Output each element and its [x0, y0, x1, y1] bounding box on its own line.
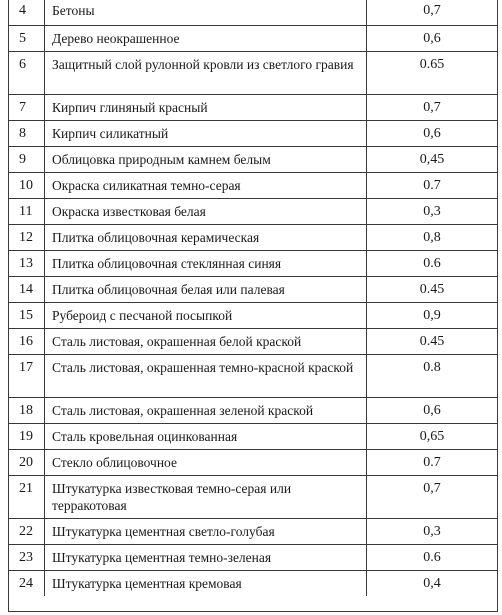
material-name: Штукатурка цементная кремовая — [45, 571, 367, 596]
material-name: Дерево неокрашенное — [45, 26, 367, 51]
row-number: 7 — [9, 95, 45, 120]
table-row — [9, 518, 497, 544]
coefficient-value: 0,7 — [423, 3, 441, 18]
table-row — [9, 544, 497, 570]
coefficient-value: 0,6 — [423, 403, 441, 418]
table-row — [9, 397, 497, 423]
row-number: 23 — [9, 545, 45, 570]
material-name: Сталь листовая, окрашенная темно-красной краской — [45, 355, 367, 397]
coefficient-value: 0,3 — [423, 204, 441, 219]
material-name: Защитный слой рулонной кровли из светлого гравия — [45, 52, 367, 94]
table-row — [9, 423, 497, 449]
coefficient-value: 0,9 — [423, 308, 441, 323]
material-name: Штукатурка цементная темно-зеленая — [45, 545, 367, 570]
coefficient-value: 0,7 — [423, 100, 441, 115]
material-name: Плитка облицовочная керамическая — [45, 225, 367, 250]
row-number: 19 — [9, 424, 45, 449]
row-number: 22 — [9, 519, 45, 544]
coefficient-value: 0,3 — [423, 524, 441, 539]
row-number: 17 — [9, 355, 45, 397]
table-row — [9, 0, 497, 25]
coefficient-value: 0.7 — [423, 178, 441, 193]
table-row — [9, 276, 497, 302]
coefficient-value: 0,7 — [423, 481, 441, 496]
coefficient-value: 0,6 — [423, 31, 441, 46]
table-row — [9, 25, 497, 51]
material-name: Рубероид с песчаной посыпкой — [45, 303, 367, 328]
row-number: 10 — [9, 173, 45, 198]
materials-table — [8, 0, 498, 612]
table-row — [9, 302, 497, 328]
material-name: Сталь кровельная оцинкованная — [45, 424, 367, 449]
row-number: 18 — [9, 398, 45, 423]
row-number: 15 — [9, 303, 45, 328]
coefficient-value: 0.45 — [419, 334, 445, 349]
row-number: 9 — [9, 147, 45, 172]
row-number: 8 — [9, 121, 45, 146]
table-row — [9, 354, 497, 397]
material-name: Плитка облицовочная стеклянная синяя — [45, 251, 367, 276]
row-number: 14 — [9, 277, 45, 302]
table-row — [9, 120, 497, 146]
table-row — [9, 328, 497, 354]
coefficient-value: 0.65 — [419, 57, 445, 72]
row-number: 12 — [9, 225, 45, 250]
table-row — [9, 570, 497, 596]
table-row — [9, 172, 497, 198]
material-name: Кирпич силикатный — [45, 121, 367, 146]
material-name: Штукатурка известковая темно-серая или терракотовая — [45, 476, 367, 518]
table-row — [9, 94, 497, 120]
row-number: 4 — [9, 0, 45, 25]
material-name: Окраска известковая белая — [45, 199, 367, 224]
row-number: 16 — [9, 329, 45, 354]
row-number: 21 — [9, 476, 45, 518]
table-row — [9, 475, 497, 518]
row-number: 13 — [9, 251, 45, 276]
material-name: Бетоны — [45, 0, 367, 25]
coefficient-value: 0.6 — [423, 550, 441, 565]
coefficient-value: 0,4 — [423, 576, 441, 591]
material-name: Плитка облицовочная белая или палевая — [45, 277, 367, 302]
table-row — [9, 224, 497, 250]
row-number: 24 — [9, 571, 45, 596]
coefficient-value: 0.7 — [423, 455, 441, 470]
coefficient-value: 0,65 — [419, 429, 445, 444]
table-row — [9, 146, 497, 172]
table-row — [9, 198, 497, 224]
coefficient-value: 0,8 — [423, 230, 441, 245]
coefficient-value: 0.8 — [423, 360, 441, 375]
material-name: Стекло облицовочное — [45, 450, 367, 475]
material-name: Окраска силикатная темно-серая — [45, 173, 367, 198]
coefficient-value: 0,6 — [423, 126, 441, 141]
table-row — [9, 449, 497, 475]
material-name: Сталь листовая, окрашенная белой краской — [45, 329, 367, 354]
row-number: 20 — [9, 450, 45, 475]
coefficient-value: 0.45 — [419, 282, 445, 297]
material-name: Облицовка природным камнем белым — [45, 147, 367, 172]
table-row — [9, 51, 497, 94]
coefficient-value: 0.6 — [423, 256, 441, 271]
material-name: Кирпич глиняный красный — [45, 95, 367, 120]
material-name: Сталь листовая, окрашенная зеленой краской — [45, 398, 367, 423]
row-number: 6 — [9, 52, 45, 94]
row-number: 5 — [9, 26, 45, 51]
table-row — [9, 250, 497, 276]
material-name: Штукатурка цементная светло-голубая — [45, 519, 367, 544]
coefficient-value: 0,45 — [419, 152, 445, 167]
row-number: 11 — [9, 199, 45, 224]
